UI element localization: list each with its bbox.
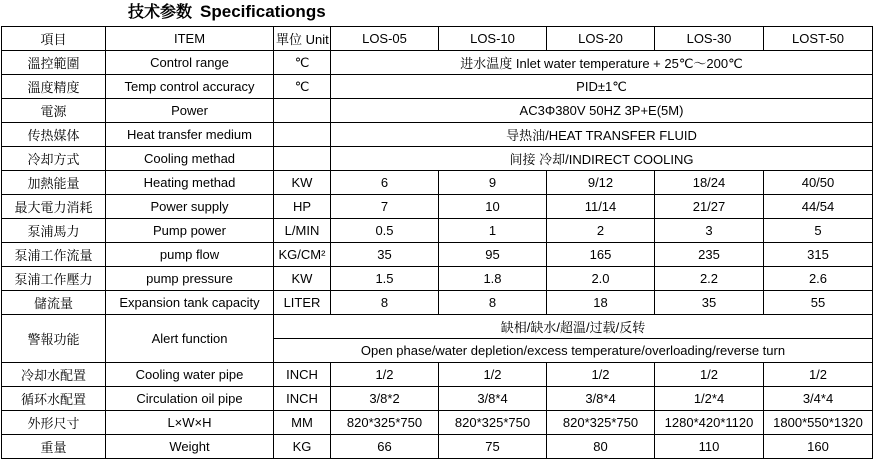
row-label-cn: 儲流量 <box>2 291 106 315</box>
row-unit: MM <box>274 411 331 435</box>
row-label-cn: 泵浦馬力 <box>2 219 106 243</box>
row-label-en: Temp control accuracy <box>106 75 274 99</box>
row-label-en: Pump power <box>106 219 274 243</box>
row-span-value: 导热油/HEAT TRANSFER FLUID <box>331 123 873 147</box>
row-label-en: Heating methad <box>106 171 274 195</box>
row-label-cn: 警報功能 <box>2 315 106 363</box>
row-value: 8 <box>331 291 439 315</box>
row-value: 18 <box>547 291 655 315</box>
alert-line-1: 缺相/缺水/超溫/过载/反转 <box>274 315 873 339</box>
table-row <box>2 171 873 195</box>
row-value: 3/8*4 <box>547 387 655 411</box>
row-label-cn: 传热媒体 <box>2 123 106 147</box>
table-header-row <box>2 27 873 51</box>
row-value: 40/50 <box>764 171 873 195</box>
row-label-cn: 循环水配置 <box>2 387 106 411</box>
row-value: 2.2 <box>655 267 764 291</box>
row-value: 1800*550*1320 <box>764 411 873 435</box>
row-unit: HP <box>274 195 331 219</box>
row-label-en: Expansion tank capacity <box>106 291 274 315</box>
row-value: 7 <box>331 195 439 219</box>
header-unit: 單位 Unit <box>274 27 331 51</box>
row-label-en: Weight <box>106 435 274 459</box>
row-value: 820*325*750 <box>439 411 547 435</box>
row-unit <box>274 99 331 123</box>
row-value: 235 <box>655 243 764 267</box>
row-label-cn: 電源 <box>2 99 106 123</box>
row-label-en: pump flow <box>106 243 274 267</box>
row-value: 18/24 <box>655 171 764 195</box>
row-value: 35 <box>331 243 439 267</box>
row-value: 66 <box>331 435 439 459</box>
row-value: 1/2 <box>764 363 873 387</box>
header-model-1: LOS-05 <box>331 27 439 51</box>
table-row <box>2 267 873 291</box>
table-row <box>2 195 873 219</box>
table-row <box>2 75 873 99</box>
row-value: 2.6 <box>764 267 873 291</box>
row-label-en: L×W×H <box>106 411 274 435</box>
row-label-en: Circulation oil pipe <box>106 387 274 411</box>
row-value: 5 <box>764 219 873 243</box>
alert-line-2: Open phase/water depletion/excess temperature/overloading/reverse turn <box>274 339 873 363</box>
row-label-cn: 最大電力消耗 <box>2 195 106 219</box>
row-label-en: Heat transfer medium <box>106 123 274 147</box>
row-value: 80 <box>547 435 655 459</box>
row-value: 820*325*750 <box>547 411 655 435</box>
row-label-en: Cooling methad <box>106 147 274 171</box>
row-value: 9/12 <box>547 171 655 195</box>
table-row <box>2 291 873 315</box>
row-label-en: pump pressure <box>106 267 274 291</box>
row-value: 21/27 <box>655 195 764 219</box>
page-title-en: Specificationgs <box>200 2 326 21</box>
row-label-cn: 冷却水配置 <box>2 363 106 387</box>
row-unit: ℃ <box>274 51 331 75</box>
row-value: 8 <box>439 291 547 315</box>
row-label-cn: 冷却方式 <box>2 147 106 171</box>
row-value: 1/2 <box>439 363 547 387</box>
table-row <box>2 147 873 171</box>
row-value: 1 <box>439 219 547 243</box>
row-unit: INCH <box>274 387 331 411</box>
row-label-cn: 重量 <box>2 435 106 459</box>
row-label-en: Power <box>106 99 274 123</box>
row-value: 6 <box>331 171 439 195</box>
row-label-cn: 外形尺寸 <box>2 411 106 435</box>
row-unit: KW <box>274 267 331 291</box>
row-value: 3/8*2 <box>331 387 439 411</box>
row-value: 160 <box>764 435 873 459</box>
row-unit: L/MIN <box>274 219 331 243</box>
row-value: 820*325*750 <box>331 411 439 435</box>
header-item-en: ITEM <box>106 27 274 51</box>
row-value: 0.5 <box>331 219 439 243</box>
row-value: 11/14 <box>547 195 655 219</box>
table-row <box>2 123 873 147</box>
row-unit <box>274 147 331 171</box>
row-value: 2 <box>547 219 655 243</box>
row-value: 1/2 <box>655 363 764 387</box>
table-row <box>2 51 873 75</box>
header-model-2: LOS-10 <box>439 27 547 51</box>
row-value: 1.5 <box>331 267 439 291</box>
row-value: 55 <box>764 291 873 315</box>
table-row <box>2 363 873 387</box>
row-value: 3/4*4 <box>764 387 873 411</box>
row-value: 35 <box>655 291 764 315</box>
page-title-cn: 技术参数 <box>128 4 193 21</box>
header-model-3: LOS-20 <box>547 27 655 51</box>
row-value: 1.8 <box>439 267 547 291</box>
table-row <box>2 387 873 411</box>
row-label-en: Power supply <box>106 195 274 219</box>
row-label-cn: 加熱能量 <box>2 171 106 195</box>
table-row <box>2 243 873 267</box>
row-label-cn: 泵浦工作流量 <box>2 243 106 267</box>
row-unit: LITER <box>274 291 331 315</box>
row-label-en: Control range <box>106 51 274 75</box>
row-label-en: Cooling water pipe <box>106 363 274 387</box>
row-span-value: PID±1℃ <box>331 75 873 99</box>
row-value: 3/8*4 <box>439 387 547 411</box>
row-unit: KG <box>274 435 331 459</box>
table-row <box>2 411 873 435</box>
header-model-5: LOST-50 <box>764 27 873 51</box>
table-row <box>2 219 873 243</box>
row-value: 9 <box>439 171 547 195</box>
table-row-alert-line1 <box>2 315 873 339</box>
row-label-cn: 溫控範圍 <box>2 51 106 75</box>
row-unit <box>274 123 331 147</box>
row-unit: KW <box>274 171 331 195</box>
header-model-4: LOS-30 <box>655 27 764 51</box>
row-value: 315 <box>764 243 873 267</box>
row-unit: ℃ <box>274 75 331 99</box>
row-value: 1/2 <box>547 363 655 387</box>
row-unit: INCH <box>274 363 331 387</box>
header-item-cn: 項目 <box>2 27 106 51</box>
row-label-en: Alert function <box>106 315 274 363</box>
specifications-table <box>1 26 873 459</box>
row-value: 75 <box>439 435 547 459</box>
table-row <box>2 435 873 459</box>
table-row <box>2 99 873 123</box>
row-value: 1280*420*1120 <box>655 411 764 435</box>
row-span-value: 间接 冷却/INDIRECT COOLING <box>331 147 873 171</box>
row-label-cn: 溫度精度 <box>2 75 106 99</box>
row-value: 1/2 <box>331 363 439 387</box>
row-value: 95 <box>439 243 547 267</box>
row-label-cn: 泵浦工作壓力 <box>2 267 106 291</box>
row-value: 1/2*4 <box>655 387 764 411</box>
page-title <box>0 0 873 26</box>
row-value: 10 <box>439 195 547 219</box>
row-value: 3 <box>655 219 764 243</box>
row-value: 44/54 <box>764 195 873 219</box>
row-span-value: AC3Φ380V 50HZ 3P+E(5M) <box>331 99 873 123</box>
row-span-value: 进水温度 Inlet water temperature + 25℃～200℃ <box>331 51 873 75</box>
row-value: 165 <box>547 243 655 267</box>
row-value: 110 <box>655 435 764 459</box>
row-value: 2.0 <box>547 267 655 291</box>
row-unit: KG/CM² <box>274 243 331 267</box>
